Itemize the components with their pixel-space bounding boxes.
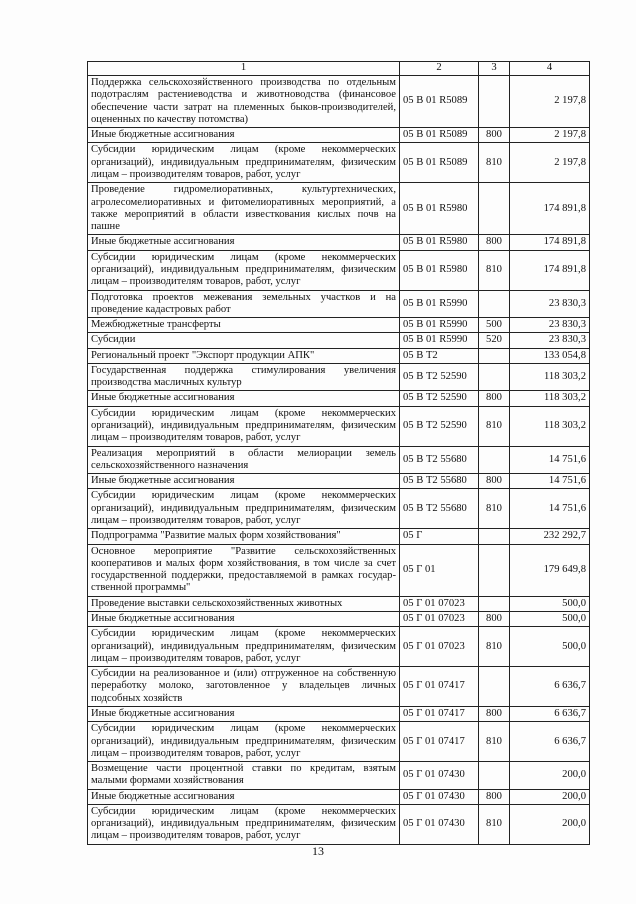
row-code-cell: 05 Г 01 07023 — [400, 627, 479, 667]
row-vr-cell — [479, 363, 510, 391]
row-name-cell: Субсидии юридическим лицам (кроме некоммерческих организаций), индивидуальным предпринимателям, физическим лицам – производителям товаров, работ, услуг — [88, 406, 400, 446]
row-code-cell: 05 Г 01 07417 — [400, 722, 479, 762]
row-name-cell: Иные бюджетные ассигнования — [88, 474, 400, 489]
row-amount-cell: 6 636,7 — [510, 667, 590, 707]
row-name-cell: Субсидии юридическим лицам (кроме некоммерческих организаций), индивидуальным предпринимателям, физическим лицам – производителям товаров, работ, услуг — [88, 804, 400, 844]
row-code-cell: 05 В 01 R5990 — [400, 333, 479, 348]
header-cell-code: 2 — [400, 62, 479, 76]
row-code-cell: 05 Г 01 07430 — [400, 762, 479, 790]
row-name-cell: Субсидии юридическим лицам (кроме некоммерческих организаций), индивидуальным предпринимателям, физическим лицам – производителям товаров, работ, услуг — [88, 250, 400, 290]
row-amount-cell: 200,0 — [510, 804, 590, 844]
row-code-cell: 05 Г 01 07023 — [400, 611, 479, 626]
row-amount-cell: 118 303,2 — [510, 391, 590, 406]
row-code-cell: 05 Г 01 07430 — [400, 789, 479, 804]
row-vr-cell — [479, 596, 510, 611]
row-name-cell: Подпрограмма "Развитие малых форм хозяйствования" — [88, 529, 400, 544]
header-cell-amount: 4 — [510, 62, 590, 76]
table-row — [88, 804, 590, 844]
row-code-cell: 05 В Т2 52590 — [400, 406, 479, 446]
table-row — [88, 667, 590, 707]
row-vr-cell — [479, 667, 510, 707]
row-vr-cell — [479, 446, 510, 474]
row-amount-cell: 23 830,3 — [510, 318, 590, 333]
table-row — [88, 128, 590, 143]
table-row — [88, 544, 590, 596]
row-vr-cell: 810 — [479, 722, 510, 762]
row-name-cell: Государственная поддержка стимулирования увеличения производства масличных культур — [88, 363, 400, 391]
table-row — [88, 143, 590, 183]
row-amount-cell: 174 891,8 — [510, 250, 590, 290]
table-row — [88, 391, 590, 406]
row-name-cell: Иные бюджетные ассигнования — [88, 789, 400, 804]
row-amount-cell: 23 830,3 — [510, 333, 590, 348]
row-code-cell: 05 В 01 R5980 — [400, 250, 479, 290]
row-amount-cell: 118 303,2 — [510, 406, 590, 446]
row-name-cell: Иные бюджетные ассигнования — [88, 706, 400, 721]
row-code-cell: 05 В 01 R5089 — [400, 143, 479, 183]
row-code-cell: 05 В Т2 55680 — [400, 474, 479, 489]
row-vr-cell — [479, 348, 510, 363]
row-amount-cell: 6 636,7 — [510, 722, 590, 762]
row-amount-cell: 6 636,7 — [510, 706, 590, 721]
table-row — [88, 235, 590, 250]
row-code-cell: 05 В Т2 52590 — [400, 391, 479, 406]
table-row — [88, 348, 590, 363]
table-row — [88, 183, 590, 235]
row-vr-cell — [479, 544, 510, 596]
table-row — [88, 611, 590, 626]
table-row — [88, 318, 590, 333]
row-vr-cell — [479, 290, 510, 318]
table-row — [88, 76, 590, 128]
row-name-cell: Региональный проект "Экспорт продукции АПК" — [88, 348, 400, 363]
row-amount-cell: 500,0 — [510, 596, 590, 611]
page-number: 13 — [312, 844, 324, 858]
row-name-cell: Иные бюджетные ассигнования — [88, 235, 400, 250]
row-amount-cell: 174 891,8 — [510, 183, 590, 235]
row-vr-cell: 800 — [479, 235, 510, 250]
row-code-cell: 05 В Т2 55680 — [400, 446, 479, 474]
row-name-cell: Реализация мероприятий в области мелиорации земель сельскохозяйственного назначения — [88, 446, 400, 474]
row-vr-cell: 520 — [479, 333, 510, 348]
table-row — [88, 290, 590, 318]
row-vr-cell: 810 — [479, 406, 510, 446]
row-code-cell: 05 Г 01 07023 — [400, 596, 479, 611]
row-amount-cell: 200,0 — [510, 789, 590, 804]
table-row — [88, 596, 590, 611]
row-name-cell: Субсидии на реализованное и (или) отгруженное на собственную переработку молоко, заготовленное у владельцев личных подсобных хозяйств — [88, 667, 400, 707]
row-amount-cell: 14 751,6 — [510, 474, 590, 489]
table-row — [88, 474, 590, 489]
table-row — [88, 789, 590, 804]
row-amount-cell: 14 751,6 — [510, 489, 590, 529]
row-amount-cell: 200,0 — [510, 762, 590, 790]
table-row — [88, 406, 590, 446]
table-row — [88, 489, 590, 529]
table-row — [88, 529, 590, 544]
table-row — [88, 706, 590, 721]
row-code-cell: 05 В 01 R5990 — [400, 290, 479, 318]
row-code-cell: 05 Г 01 07417 — [400, 706, 479, 721]
row-vr-cell — [479, 76, 510, 128]
row-code-cell: 05 Г 01 — [400, 544, 479, 596]
row-code-cell: 05 В 01 R5980 — [400, 183, 479, 235]
table-row — [88, 333, 590, 348]
row-vr-cell: 800 — [479, 706, 510, 721]
row-vr-cell: 800 — [479, 391, 510, 406]
row-code-cell: 05 В 01 R5089 — [400, 128, 479, 143]
budget-table — [87, 61, 590, 845]
row-name-cell: Иные бюджетные ассигнования — [88, 391, 400, 406]
row-amount-cell: 2 197,8 — [510, 143, 590, 183]
table-row — [88, 762, 590, 790]
row-code-cell: 05 В Т2 55680 — [400, 489, 479, 529]
row-name-cell: Основное мероприятие "Развитие сельскохозяйственных кооперативов и малых форм хозяйствования, в том числе за счет государственной поддержки, предоставляемой в рамках государ- ственной программы" — [88, 544, 400, 596]
row-name-cell: Субсидии юридическим лицам (кроме некоммерческих организаций), индивидуальным предпринимателям, физическим лицам – производителям товаров, работ, услуг — [88, 143, 400, 183]
row-name-cell: Иные бюджетные ассигнования — [88, 611, 400, 626]
row-code-cell: 05 Г 01 07430 — [400, 804, 479, 844]
row-amount-cell: 500,0 — [510, 611, 590, 626]
header-cell-name: 1 — [88, 62, 400, 76]
row-vr-cell — [479, 762, 510, 790]
row-vr-cell: 800 — [479, 474, 510, 489]
row-amount-cell: 179 649,8 — [510, 544, 590, 596]
header-row — [88, 62, 590, 76]
row-name-cell: Возмещение части процентной ставки по кредитам, взятым малыми формами хозяйствования — [88, 762, 400, 790]
row-amount-cell: 14 751,6 — [510, 446, 590, 474]
row-name-cell: Субсидии юридическим лицам (кроме некоммерческих организаций), индивидуальным предпринимателям, физическим лицам – производителям товаров, работ, услуг — [88, 722, 400, 762]
row-code-cell: 05 В 01 R5990 — [400, 318, 479, 333]
row-code-cell: 05 В Т2 — [400, 348, 479, 363]
row-name-cell: Подготовка проектов межевания земельных участков и на проведение кадастровых работ — [88, 290, 400, 318]
row-vr-cell — [479, 529, 510, 544]
row-code-cell: 05 В 01 R5089 — [400, 76, 479, 128]
row-code-cell: 05 Г 01 07417 — [400, 667, 479, 707]
row-name-cell: Межбюджетные трансферты — [88, 318, 400, 333]
row-name-cell: Поддержка сельскохозяйственного производства по отдельным подотраслям растениеводства и животноводства (финансовое обеспечение части затрат на племенных быков-производителей, оцененных по качеству потомства) — [88, 76, 400, 128]
row-name-cell: Иные бюджетные ассигнования — [88, 128, 400, 143]
table-row — [88, 363, 590, 391]
row-name-cell: Субсидии юридическим лицам (кроме некоммерческих организаций), индивидуальным предпринимателям, физическим лицам – производителям товаров, работ, услуг — [88, 489, 400, 529]
row-amount-cell: 500,0 — [510, 627, 590, 667]
row-amount-cell: 118 303,2 — [510, 363, 590, 391]
row-code-cell: 05 В Т2 52590 — [400, 363, 479, 391]
table-row — [88, 627, 590, 667]
row-vr-cell: 810 — [479, 804, 510, 844]
header-cell-vr: 3 — [479, 62, 510, 76]
row-vr-cell: 800 — [479, 128, 510, 143]
row-name-cell: Субсидии юридическим лицам (кроме некоммерческих организаций), индивидуальным предпринимателям, физическим лицам – производителям товаров, работ, услуг — [88, 627, 400, 667]
row-name-cell: Проведение гидромелиоративных, культуртехнических, агролесомелиоративных и фитомелиоративных мероприятий, а также мероприятий в области известкования кислых почв на пашне — [88, 183, 400, 235]
row-vr-cell: 810 — [479, 250, 510, 290]
row-vr-cell: 800 — [479, 789, 510, 804]
row-vr-cell: 810 — [479, 489, 510, 529]
table-row — [88, 446, 590, 474]
row-vr-cell: 500 — [479, 318, 510, 333]
row-vr-cell: 810 — [479, 627, 510, 667]
row-vr-cell: 800 — [479, 611, 510, 626]
row-amount-cell: 174 891,8 — [510, 235, 590, 250]
row-vr-cell: 810 — [479, 143, 510, 183]
row-vr-cell — [479, 183, 510, 235]
row-amount-cell: 133 054,8 — [510, 348, 590, 363]
row-amount-cell: 232 292,7 — [510, 529, 590, 544]
row-name-cell: Проведение выставки сельскохозяйственных животных — [88, 596, 400, 611]
table-row — [88, 722, 590, 762]
row-name-cell: Субсидии — [88, 333, 400, 348]
table-row — [88, 250, 590, 290]
row-code-cell: 05 В 01 R5980 — [400, 235, 479, 250]
row-amount-cell: 23 830,3 — [510, 290, 590, 318]
row-amount-cell: 2 197,8 — [510, 76, 590, 128]
row-code-cell: 05 Г — [400, 529, 479, 544]
row-amount-cell: 2 197,8 — [510, 128, 590, 143]
